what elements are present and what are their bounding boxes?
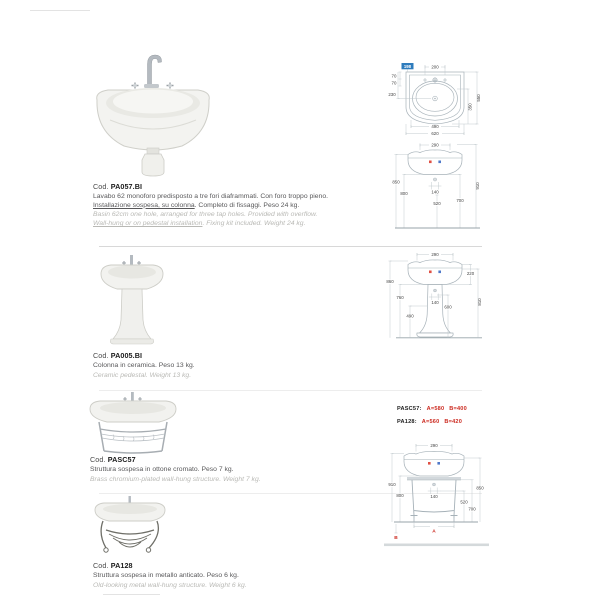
product-info-pasc57	[90, 455, 382, 484]
dim-depth-total: 550	[476, 94, 482, 102]
product-info-pa128	[93, 561, 385, 590]
hot-water-marker	[429, 271, 432, 274]
technical-drawing-pedestal-view	[384, 248, 486, 352]
product-code: PA057.BI	[110, 182, 143, 191]
description-en	[93, 582, 385, 591]
spec-code: PASC57:	[397, 406, 422, 412]
dim-width: 290	[431, 252, 439, 258]
cold-water-marker	[438, 161, 441, 164]
dim-h-drain: 520	[433, 201, 441, 207]
spec-b-value: B=420	[444, 418, 463, 425]
dim-h-rim: 860	[386, 279, 394, 285]
product-code-line	[93, 561, 385, 570]
basin	[101, 265, 163, 289]
spec-row-pasc57	[397, 407, 467, 413]
dim-h-top: 910	[388, 482, 396, 488]
dim-holes: 200	[431, 64, 439, 70]
description-it	[93, 362, 385, 371]
product-code: PA005.BI	[110, 351, 143, 360]
pedestal-column	[110, 289, 153, 344]
drawing-base-band	[384, 544, 489, 547]
cold-water-marker	[437, 462, 440, 465]
product-photo-structure-pa128	[93, 496, 167, 558]
product-info-pa057	[93, 182, 385, 229]
description-it	[93, 572, 385, 581]
text-segment: Ceramic pedestal. Weight 13 kg.	[93, 371, 192, 379]
text-segment: Colonna in ceramica. Peso 13 kg.	[93, 362, 195, 369]
bottom-margin-line	[103, 594, 160, 595]
dim-h-rail: 700	[468, 506, 476, 512]
code-label: Cod.	[93, 561, 109, 570]
dim-width-total: 620	[431, 131, 439, 137]
description-it-line2	[93, 202, 385, 211]
top-margin-line	[30, 10, 90, 11]
product-code-line	[93, 182, 385, 191]
dim-h-side: 810	[477, 298, 482, 306]
dim-depth-bowl: 350	[467, 103, 473, 111]
text-segment: . Completo di fissaggi. Peso 24 kg.	[194, 201, 300, 209]
iron-frame	[101, 521, 158, 552]
basin	[90, 401, 176, 422]
product-code: PASC57	[107, 455, 136, 464]
description-en-line2	[93, 220, 385, 229]
dim-drain-x: 140	[431, 189, 439, 195]
hot-water-marker	[428, 462, 431, 465]
text-segment: . Fixing kit included. Weight 24 kg.	[202, 220, 306, 228]
code-label: Cod.	[93, 182, 109, 191]
dim-h-under: 760	[396, 295, 404, 301]
cold-water-marker	[438, 271, 441, 274]
bottle-trap	[142, 148, 164, 176]
basin-outline	[408, 260, 462, 285]
structure-specs	[397, 407, 467, 432]
code-label: Cod.	[93, 351, 109, 360]
spec-row-pa128	[397, 420, 467, 426]
faucet	[123, 392, 142, 401]
dim-drain-x: 140	[431, 299, 439, 305]
dim-width: 290	[431, 142, 439, 148]
dim-ledge1: 70	[391, 73, 397, 79]
text-segment: Lavabo 62 monoforo predisposto a tre fori diaframmati. Con foro troppo pieno.	[93, 193, 329, 200]
hot-water-marker	[429, 161, 432, 164]
pedestal-outline	[417, 285, 453, 338]
faucet	[129, 496, 131, 503]
technical-drawing-top-view	[387, 62, 483, 140]
text-segment-underlined: Wall-hung or on pedestal installation	[93, 220, 203, 228]
description-en-line1	[93, 211, 385, 220]
spec-a-value: A=560	[421, 418, 440, 425]
technical-drawing-wall-view	[387, 141, 483, 233]
dim-h-rim: 850	[392, 179, 400, 185]
dim-h-under: 800	[400, 190, 408, 196]
dim-h-drain: 600	[444, 304, 452, 310]
dim-ledge2: 70	[391, 80, 397, 86]
description-en	[93, 372, 385, 381]
dim-label-a: A	[432, 529, 436, 535]
chrome-frame	[99, 422, 167, 453]
basin	[95, 503, 165, 521]
dim-label-b: B	[394, 536, 398, 541]
basin-outline	[408, 150, 462, 181]
text-segment: Struttura sospesa in metallo anticato. Peso 6 kg.	[93, 572, 239, 579]
product-info-pa005	[93, 351, 385, 380]
dim-h-top: 910	[475, 182, 480, 190]
dim-highlight: 198	[403, 63, 412, 69]
description-it-line1	[93, 193, 385, 202]
section-separator	[99, 246, 482, 247]
product-code-line	[93, 351, 385, 360]
description-it	[90, 466, 382, 475]
spec-a-value: A=580	[426, 406, 445, 412]
dim-h-trap: 700	[456, 197, 464, 203]
product-code-line	[90, 455, 382, 464]
dim-h-drain: 520	[460, 499, 468, 505]
basin-bowl	[97, 88, 210, 150]
dim-basin-h: 220	[466, 271, 475, 277]
dim-depth-center: 230	[388, 92, 396, 97]
text-segment: Brass chromium-plated wall-hung structure. Weight 7 kg.	[90, 475, 261, 483]
text-segment: Basin 62cm one hole, arranged for three tap holes. Provided with overflow.	[93, 211, 318, 219]
dim-drain-x: 140	[430, 493, 438, 499]
technical-drawing-structure-view	[384, 438, 489, 548]
product-photo-structure-pasc57	[87, 391, 179, 457]
dim-h-mid: 490	[406, 313, 414, 319]
product-photo-pedestal-pa005	[99, 252, 165, 348]
product-photo-basin-pa057	[94, 48, 212, 180]
text-segment: Struttura sospesa in ottone cromato. Peso 7 kg.	[90, 466, 234, 473]
dim-h-under: 800	[396, 493, 404, 499]
faucet	[132, 55, 174, 89]
basin-outline	[406, 72, 464, 124]
dim-width-inner: 490	[431, 124, 439, 130]
product-code: PA128	[110, 561, 133, 570]
spec-b-value: B=400	[449, 406, 467, 412]
text-segment-underlined: Installazione sospesa, su colonna	[93, 201, 195, 209]
text-segment: Old-looking metal wall-hung structure. Weight 6 kg.	[93, 581, 247, 589]
spec-code: PA128:	[397, 418, 417, 425]
dim-h-side: 850	[476, 485, 484, 491]
code-label: Cod.	[90, 455, 106, 464]
dim-width: 290	[430, 443, 438, 449]
faucet	[122, 255, 141, 265]
description-en	[90, 476, 382, 485]
basin-outline	[404, 451, 464, 476]
